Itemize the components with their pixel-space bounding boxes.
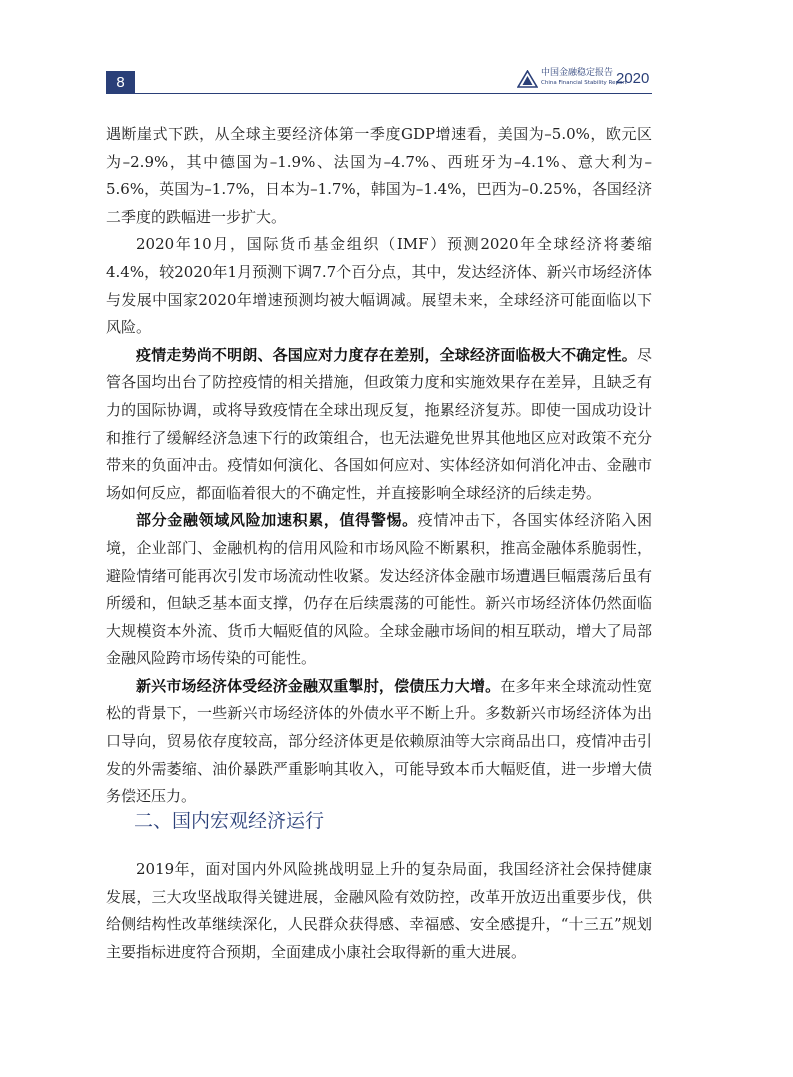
- paragraph-lead: 部分金融领域风险加速积累，值得警惕。: [136, 511, 418, 530]
- paragraph: [106, 673, 652, 811]
- paragraph: 遇断崖式下跌，从全球主要经济体第一季度GDP增速看，美国为–5.0%，欧元区为–2.9%，其中德国为–1.9%、法国为–4.7%、西班牙为–4.1%、意大利为–5.6%，英国为–1.7%，日本为–1.7%，韩国为–1.4%，巴西为–0.25%，各国经济二季度的跌幅进一步扩大。: [106, 125, 652, 226]
- report-title-cn: 中国金融稳定报告: [541, 68, 614, 78]
- paragraph-text: 尽管各国均出台了防控疫情的相关措施，但政策力度和实施效果存在差异，且缺乏有力的国际协调，或将导致疫情在全球出现反复，拖累经济复苏。即使一国成功设计和推行了缓解经济急速下行的政策组合，也无法避免世界其他地区应对政策不充分带来的负面冲击。疫情如何演化、各国如何应对、实体经济如何消化冲击、金融市场如何反应，都面临着很大的不确定性，并直接影响全球经济的后续走势。: [106, 345, 652, 502]
- paragraph-text: 疫情冲击下，各国实体经济陷入困境，企业部门、金融机构的信用风险和市场风险不断累积，推高金融体系脆弱性，避险情绪可能再次引发市场流动性收紧。发达经济体金融市场遭遇巨幅震荡后虽有所缓和，但缺乏基本面支撑，仍存在后续震荡的可能性。新兴市场经济体仍然面临大规模资本外流、货币大幅贬值的风险。全球金融市场间的相互联动，增大了局部金融风险跨市场传染的可能性。: [106, 511, 652, 668]
- paragraph-lead: 新兴市场经济体受经济金融双重掣肘，偿债压力大增。: [136, 676, 501, 695]
- report-logo-icon: [517, 70, 538, 88]
- section-heading: 二、国内宏观经济运行: [134, 810, 325, 832]
- body-text: [106, 121, 652, 811]
- paragraph: [106, 342, 652, 508]
- paragraph: 2019年，面对国内外风险挑战明显上升的复杂局面，我国经济社会保持健康发展，三大攻坚战取得关键进展，金融风险有效防控，改革开放迈出重要步伐，供给侧结构性改革继续深化，人民群众获得感、幸福感、安全感提升，“十三五”规划主要指标进度符合预期，全面建成小康社会取得新的重大进展。: [106, 860, 652, 961]
- report-title-en: China Financial Stability Report: [541, 80, 627, 86]
- paragraph-lead: 疫情走势尚不明朗、各国应对力度存在差别，全球经济面临极大不确定性。: [136, 345, 637, 364]
- paragraph: [106, 507, 652, 673]
- report-year: 2020: [616, 70, 650, 87]
- report-brand: [517, 67, 652, 91]
- header-rule: [106, 93, 652, 94]
- paragraph: 2020年10月，国际货币基金组织（IMF）预测2020年全球经济将萎缩4.4%，较2020年1月预测下调7.7个百分点，其中，发达经济体、新兴市场经济体与发展中国家2020年增速预测均被大幅调减。展望未来，全球经济可能面临以下风险。: [106, 235, 652, 337]
- body-text-section: [106, 856, 652, 966]
- paragraph-text: 在多年来全球流动性宽松的背景下，一些新兴市场经济体的外债水平不断上升。多数新兴市场经济体为出口导向，贸易依存度较高，部分经济体更是依赖原油等大宗商品出口，疫情冲击引发的外需萎缩、油价暴跌严重影响其收入，可能导致本币大幅贬值，进一步增大债务偿还压力。: [106, 676, 652, 806]
- page-number: 8: [106, 71, 135, 94]
